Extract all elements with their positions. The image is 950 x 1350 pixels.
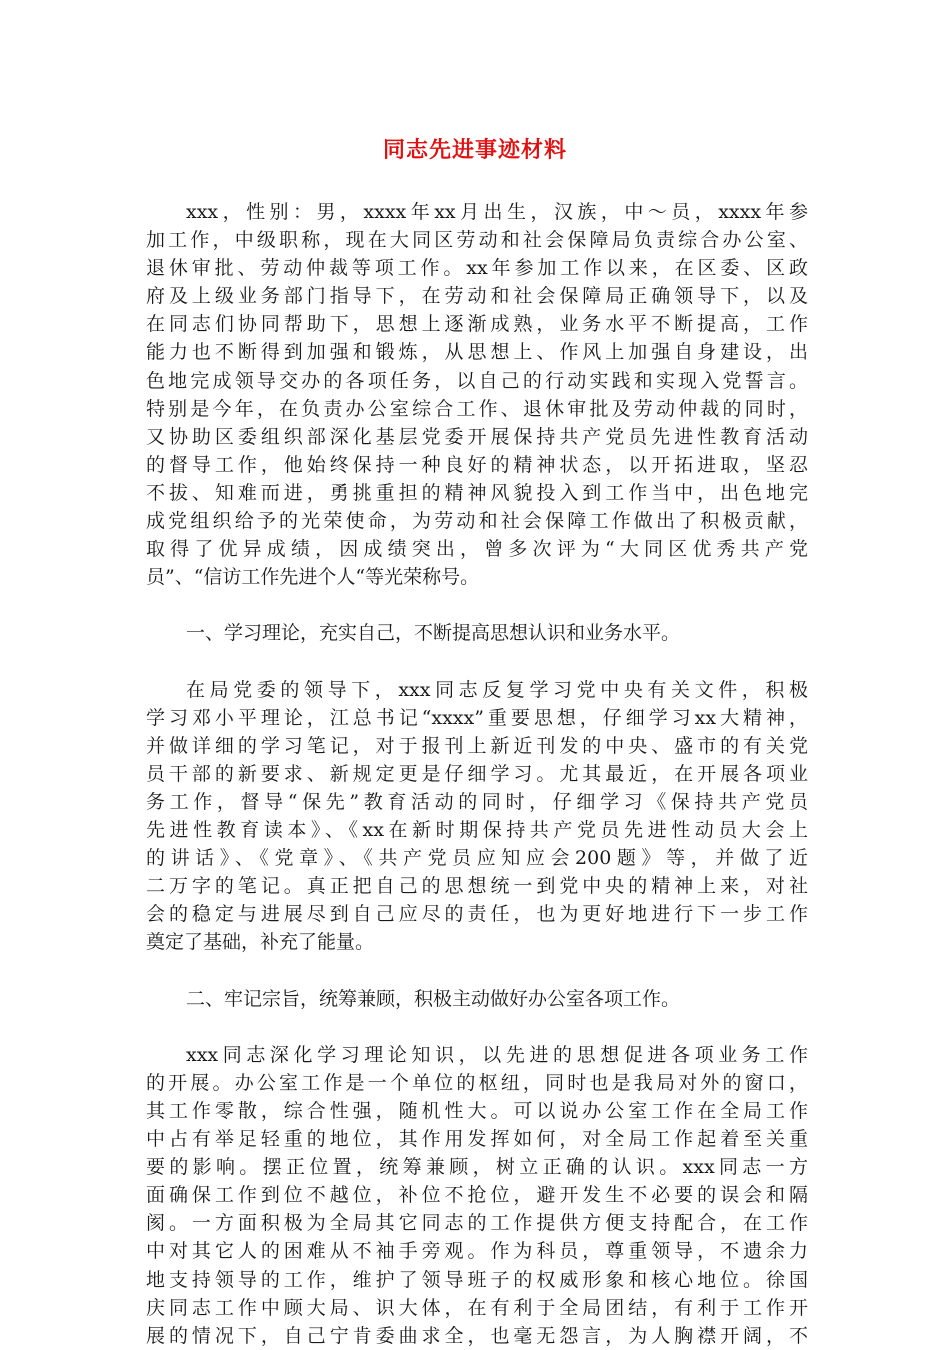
text-line: 员干部的新要求、新规定更是仔细学习。尤其最近，在开展各项业 bbox=[146, 762, 808, 785]
text-line: 二、牢记宗旨，统筹兼顾，积极主动做好办公室各项工作。 bbox=[186, 987, 681, 1010]
text-line: 又协助区委组织部深化基层党委开展保持共产党员先进性教育活动 bbox=[146, 425, 808, 448]
text-line: 取得了优异成绩，因成绩突出，曾多次评为“大同区优秀共产党 bbox=[146, 538, 808, 561]
paragraph-gap bbox=[146, 957, 808, 985]
text-line: 成党组织给予的光荣使命，为劳动和社会保障工作做出了积极贡献， bbox=[146, 510, 808, 533]
paragraph-gap bbox=[146, 1013, 808, 1041]
text-line: 其工作零散，综合性强，随机性大。可以说办公室工作在全局工作 bbox=[146, 1100, 808, 1122]
paragraph-gap bbox=[146, 591, 808, 619]
paragraph bbox=[146, 676, 808, 957]
text-line: 庆同志工作中顾大局、识大体，在有利于全局团结，有利于工作开 bbox=[146, 1296, 808, 1319]
text-line: 色地完成领导交办的各项任务，以自己的行动实践和实现入党誓言。 bbox=[146, 369, 808, 392]
text-line: 一、学习理论，充实自己，不断提高思想认识和业务水平。 bbox=[186, 622, 681, 645]
document-body bbox=[146, 198, 808, 1350]
text-line: 府及上级业务部门指导下，在劳动和社会保障局正确领导下，以及 bbox=[146, 285, 808, 308]
text-line: 要的影响。摆正位置，统筹兼顾，树立正确的认识。xxx同志一方 bbox=[146, 1156, 808, 1179]
document-title: 同志先进事迹材料 bbox=[382, 138, 567, 163]
text-line: 的开展。办公室工作是一个单位的枢纽，同时也是我局对外的窗口， bbox=[146, 1071, 808, 1094]
text-line: 务工作，督导“保先”教育活动的同时，仔细学习《保持共产党员 bbox=[146, 790, 808, 813]
text-line: 在同志们协同帮助下，思想上逐渐成熟，业务水平不断提高，工作 bbox=[146, 313, 808, 336]
text-line: 特别是今年，在负责办公室综合工作、退休审批及劳动仲裁的同时， bbox=[146, 397, 808, 420]
section-heading bbox=[146, 619, 808, 647]
paragraph bbox=[146, 198, 808, 591]
text-line: 能力也不断得到加强和锻炼，从思想上、作风上加强自身建设，出 bbox=[146, 341, 808, 364]
text-line: 不拔、知难而进，勇挑重担的精神风貌投入到工作当中，出色地完 bbox=[146, 481, 808, 504]
text-line: 的督导工作，他始终保持一种良好的精神状态，以开拓进取，坚忍 bbox=[146, 453, 808, 476]
paragraph-gap bbox=[146, 648, 808, 676]
text-line: 展的情况下，自己宁肯委曲求全，也毫无怨言，为人胸襟开阔，不 bbox=[146, 1324, 808, 1347]
text-line: 中对其它人的困难从不袖手旁观。作为科员，尊重领导，不遗余力 bbox=[146, 1240, 808, 1263]
paragraph bbox=[146, 1041, 808, 1350]
text-line: 奠定了基础，补充了能量。 bbox=[146, 931, 375, 954]
text-line: xxx，性别：男，xxxx年xx月出生，汉族，中～员，xxxx年参 bbox=[186, 201, 808, 223]
text-line: xxx同志深化学习理论知识，以先进的思想促进各项业务工作 bbox=[186, 1043, 808, 1066]
text-line: 在局党委的领导下，xxx同志反复学习党中央有关文件，积极 bbox=[186, 678, 808, 701]
text-line: 阂。一方面积极为全局其它同志的工作提供方便支持配合，在工作 bbox=[146, 1212, 808, 1235]
text-line: 二万字的笔记。真正把自己的思想统一到党中央的精神上来，对社 bbox=[146, 875, 808, 898]
text-line: 地支持领导的工作，维护了领导班子的权威形象和核心地位。徐国 bbox=[146, 1268, 808, 1291]
text-line: 面确保工作到位不越位，补位不抢位，避开发生不必要的误会和隔 bbox=[146, 1184, 808, 1207]
text-line: 中占有举足轻重的地位，其作用发挥如何，对全局工作起着至关重 bbox=[146, 1128, 808, 1151]
text-line: 会的稳定与进展尽到自己应尽的责任，也为更好地进行下一步工作 bbox=[146, 903, 808, 926]
text-line: 先进性教育读本》、《xx在新时期保持共产党员先进性动员大会上 bbox=[146, 819, 808, 842]
text-line: 并做详细的学习笔记，对于报刊上新近刊发的中央、盛市的有关党 bbox=[146, 734, 808, 757]
section-heading bbox=[146, 985, 808, 1013]
text-line: 员”、“信访工作先进个人“等光荣称号。 bbox=[146, 566, 480, 589]
text-line: 的讲话》、《党章》、《共产党员应知应会200题》等，并做了近 bbox=[146, 847, 808, 870]
text-line: 加工作，中级职称，现在大同区劳动和社会保障局负责综合办公室、 bbox=[146, 229, 808, 252]
text-line: 学习邓小平理论，江总书记“xxxx”重要思想，仔细学习xx大精神， bbox=[146, 706, 808, 729]
text-line: 退休审批、劳动仲裁等项工作。xx年参加工作以来，在区委、区政 bbox=[146, 257, 808, 280]
